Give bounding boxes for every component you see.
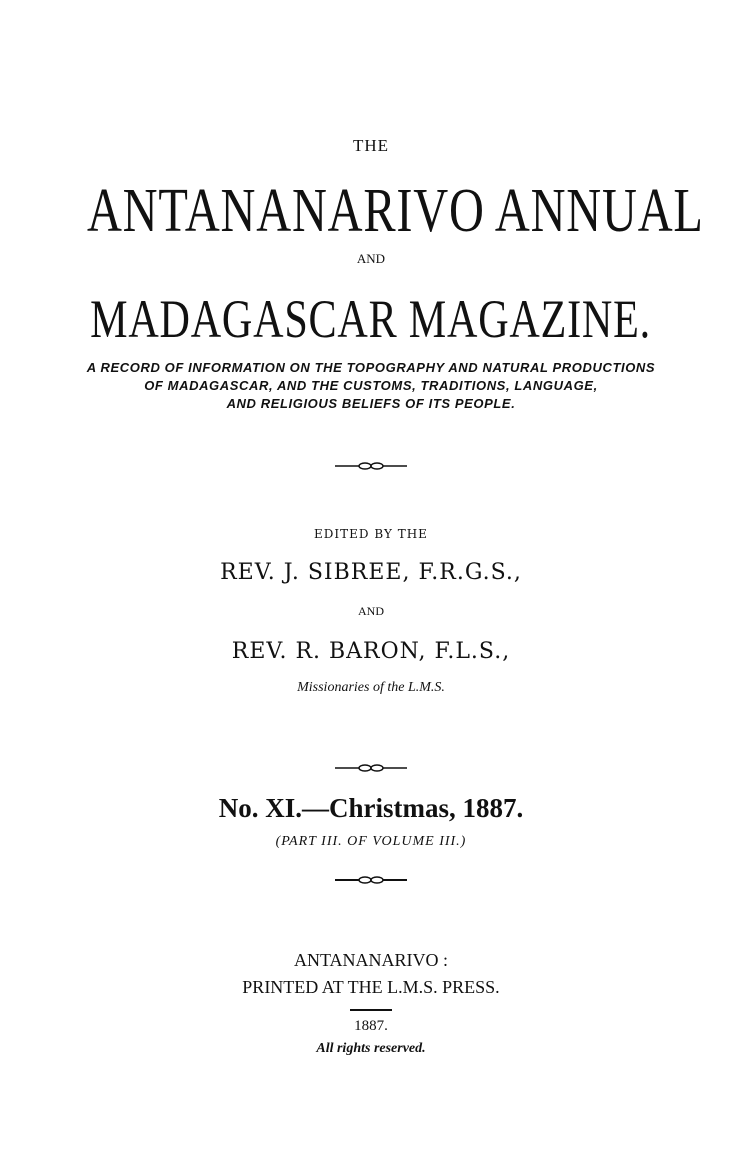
- title-line-1: ANTANANARIVO ANNUAL: [86, 177, 704, 245]
- subtitle-line-2: OF MADAGASCAR, AND THE CUSTOMS, TRADITIONS, LANGUAGE,: [144, 378, 598, 393]
- imprint-year: 1887.: [354, 1018, 388, 1034]
- issue-number: No. XI.—Christmas, 1887.: [218, 793, 524, 823]
- editors-role: Missionaries of the L.M.S.: [297, 680, 445, 695]
- subtitle-line-3: AND RELIGIOUS BELIEFS OF ITS PEOPLE.: [226, 396, 516, 411]
- issue-part: (PART III. OF VOLUME III.): [275, 834, 467, 849]
- editors-and: AND: [358, 604, 384, 618]
- ornament-divider: [0, 762, 742, 774]
- title-and: AND: [356, 251, 386, 266]
- subtitle-line-1: A RECORD OF INFORMATION ON THE TOPOGRAPHY AND NATURAL PRODUCTIONS: [86, 360, 656, 375]
- imprint-printer: PRINTED AT THE L.M.S. PRESS.: [242, 977, 500, 997]
- ornament-divider: [0, 874, 742, 886]
- ornament-divider: [0, 460, 742, 472]
- title-line-2: MADAGASCAR MAGAZINE.: [90, 289, 652, 349]
- edited-by: EDITED BY THE: [314, 527, 428, 541]
- editor-sibree: REV. J. SIBREE, F.R.G.S.,: [220, 560, 522, 585]
- editor-baron: REV. R. BARON, F.L.S.,: [231, 639, 511, 664]
- title-the: THE: [352, 136, 390, 155]
- rule: [350, 1009, 392, 1011]
- imprint-rights: All rights reserved.: [316, 1041, 426, 1056]
- imprint-place: ANTANANARIVO :: [293, 950, 449, 970]
